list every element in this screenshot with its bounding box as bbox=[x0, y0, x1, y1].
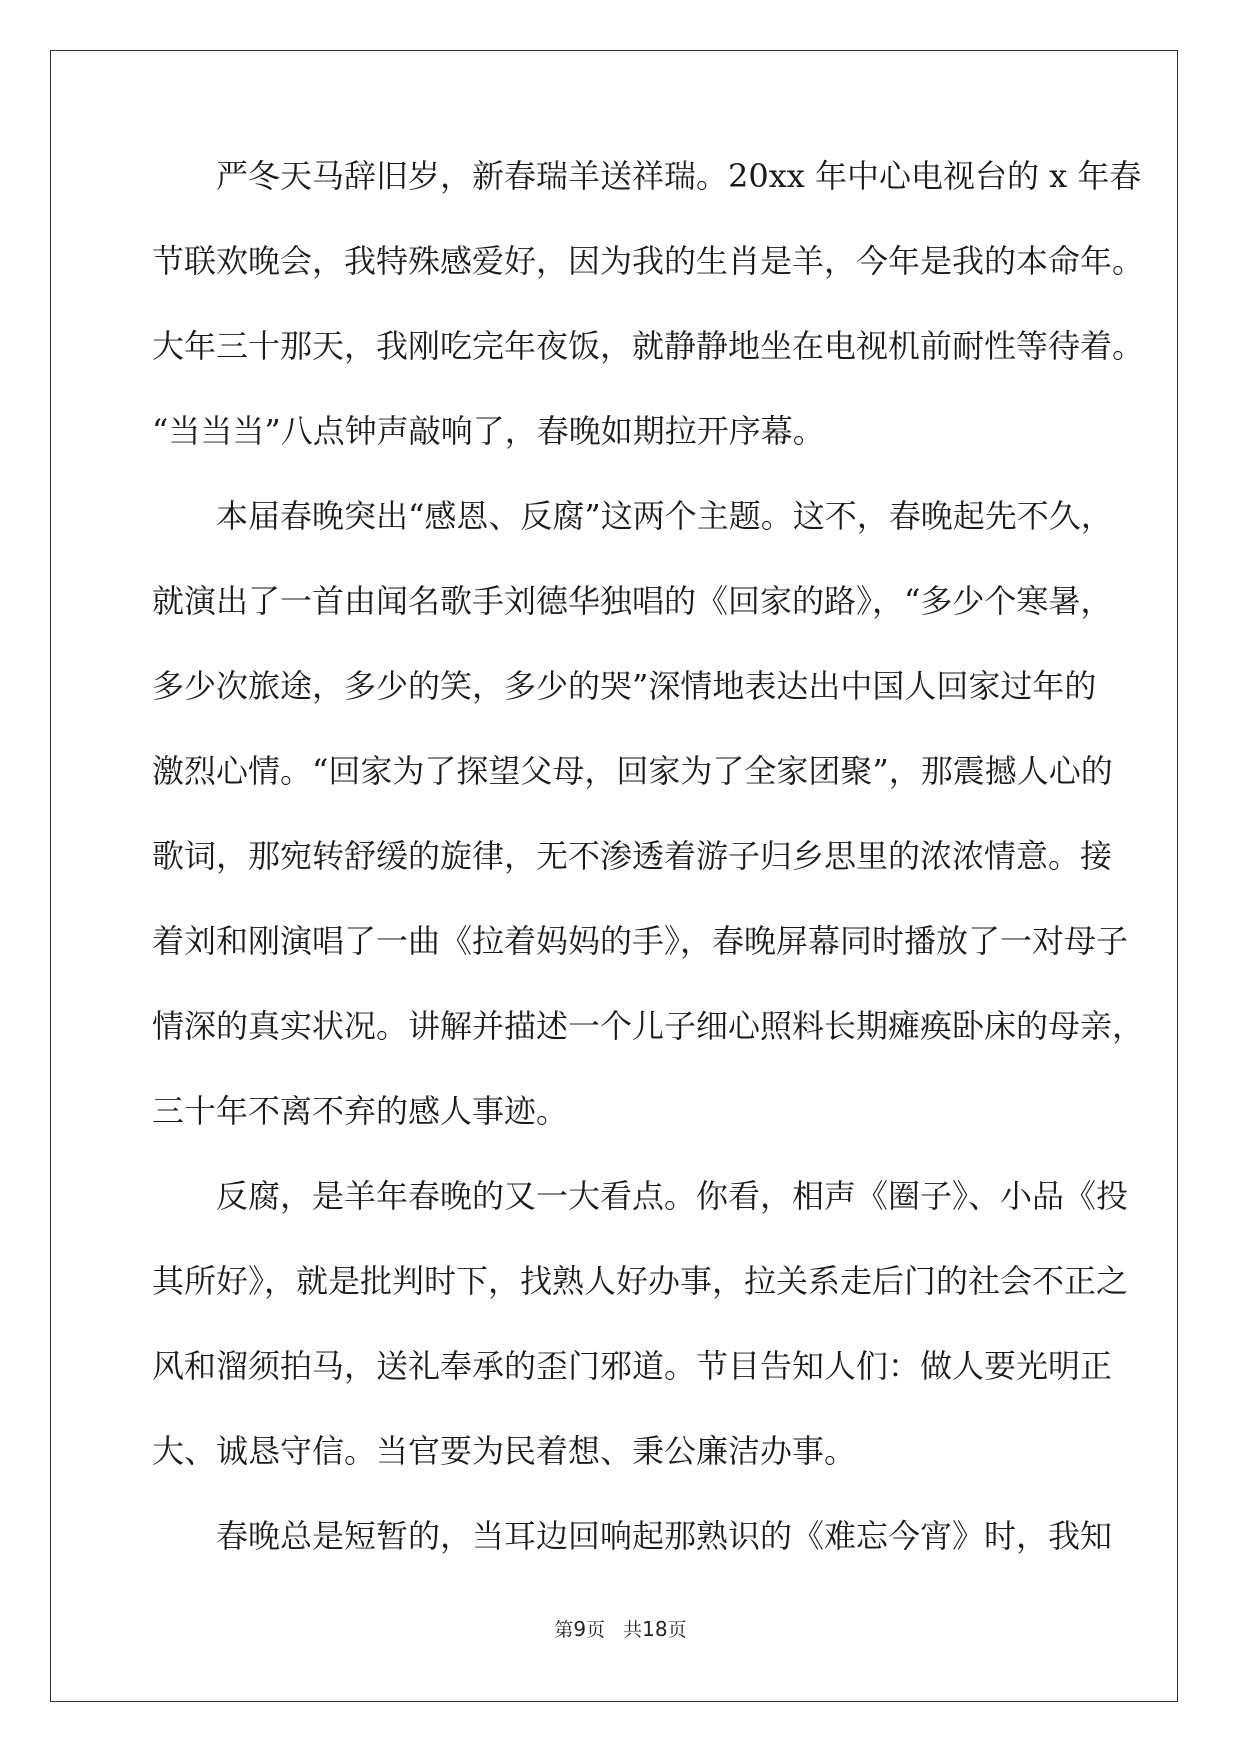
text-line: 严冬天马辞旧岁，新春瑞羊送祥瑞。20xx 年中心电视台的 x 年春 bbox=[216, 157, 1142, 195]
text-line: 风和溜须拍马，送礼奉承的歪门邪道。节目告知人们：做人要光明正 bbox=[152, 1347, 1113, 1385]
text-line: 三十年不离不弃的感人事迹。 bbox=[152, 1092, 569, 1130]
text-line: 节联欢晚会，我特殊感爱好，因为我的生肖是羊，今年是我的本命年。 bbox=[152, 242, 1145, 280]
text-line: 其所好》，就是批判时下，找熟人好办事，拉关系走后门的社会不正之 bbox=[152, 1262, 1129, 1300]
text-line: 歌词，那宛转舒缓的旋律，无不渗透着游子归乡思里的浓浓情意。接 bbox=[152, 837, 1113, 875]
page-number: 9 bbox=[573, 1617, 587, 1641]
text-line: 多少次旅途，多少的笑，多少的哭”深情地表达出中国人回家过年的 bbox=[152, 667, 1097, 705]
text-line: 反腐，是羊年春晚的又一大看点。你看，相声《圈子》、小品《投 bbox=[216, 1177, 1129, 1215]
text-line: 大年三十那天，我刚吃完年夜饭，就静静地坐在电视机前耐性等待着。 bbox=[152, 327, 1145, 365]
total-pages: 18 bbox=[642, 1617, 668, 1641]
total-suffix: 页 bbox=[667, 1619, 687, 1641]
text-line: 春晚总是短暂的，当耳边回响起那熟识的《难忘今宵》时，我知 bbox=[216, 1517, 1113, 1555]
document-body bbox=[152, 157, 1145, 1605]
text-line: 着刘和刚演唱了一曲《拉着妈妈的手》，春晚屏幕同时播放了一对母子 bbox=[152, 922, 1129, 960]
text-line: “当当当”八点钟声敲响了，春晚如期拉开序幕。 bbox=[152, 412, 825, 450]
total-prefix: 共 bbox=[623, 1619, 643, 1641]
text-line: 激烈心情。“回家为了探望父母，回家为了全家团聚”，那震撼人心的 bbox=[152, 752, 1113, 790]
page-prefix: 第 bbox=[554, 1619, 574, 1641]
text-line: 大、诚恳守信。当官要为民着想、秉公廉洁办事。 bbox=[152, 1432, 857, 1470]
page-suffix: 页 bbox=[586, 1619, 606, 1641]
text-line: 就演出了一首由闻名歌手刘德华独唱的《回家的路》，“多少个寒暑， bbox=[152, 582, 1113, 620]
text-line: 情深的真实状况。讲解并描述一个儿子细心照料长期瘫痪卧床的母亲， bbox=[152, 1007, 1145, 1045]
text-line: 本届春晚突出“感恩、反腐”这两个主题。这不，春晚起先不久， bbox=[216, 497, 1113, 535]
page-footer bbox=[0, 1615, 1241, 1642]
